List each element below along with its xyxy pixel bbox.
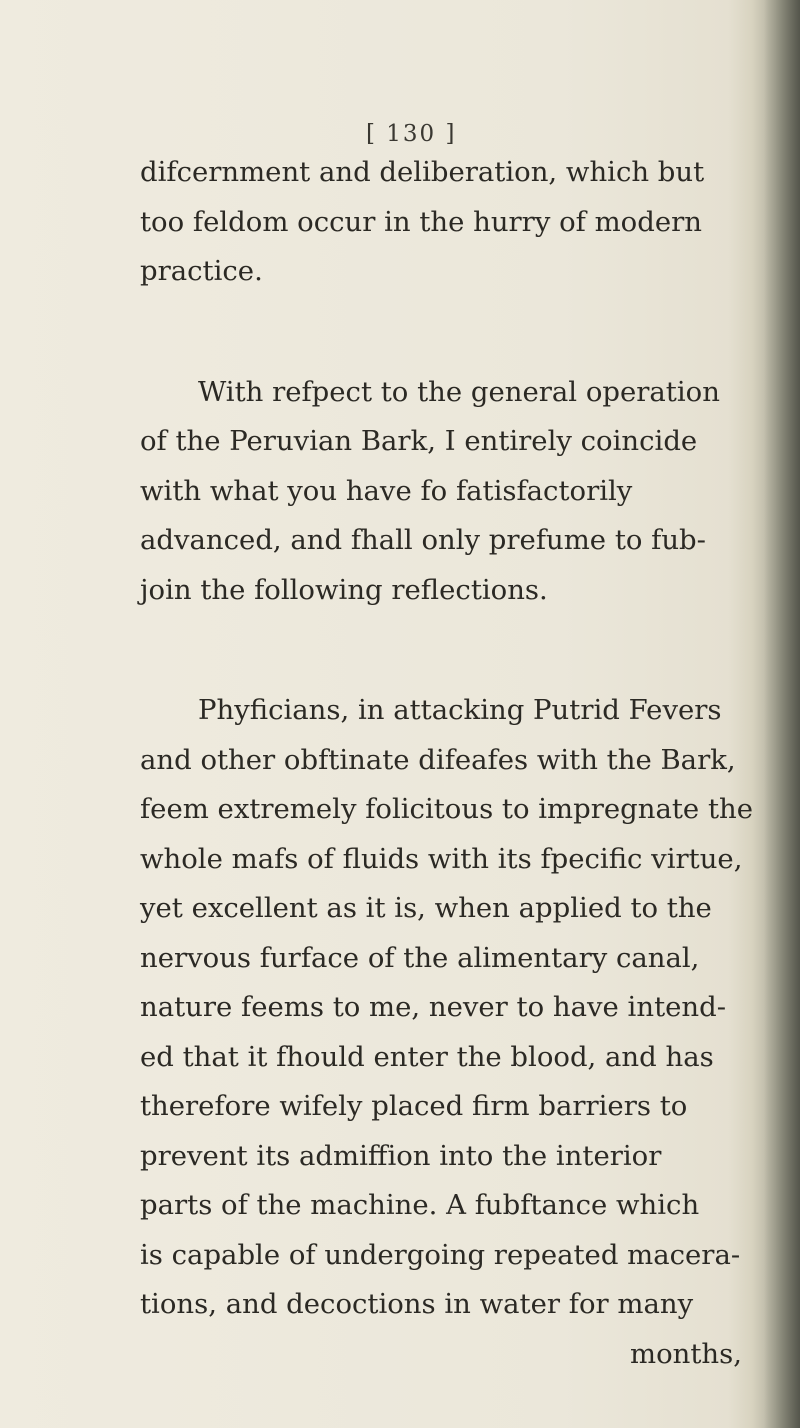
text-line: whole mafs of fluids with its fpecific virtue, (140, 843, 743, 875)
text-line: nature feems to me, never to have intend- (140, 991, 726, 1023)
text-line: feem extremely folicitous to impregnate the (140, 793, 753, 825)
page-edge-shadow (764, 0, 800, 1428)
text-line: difcernment and deliberation, which but (140, 156, 705, 188)
text-line: with what you have fo fatisfactorily (140, 475, 633, 507)
text-line: advanced, and fhall only prefume to fub- (140, 524, 706, 556)
text-line: is capable of undergoing repeated macera- (140, 1239, 741, 1271)
text-line: too feldom occur in the hurry of modern (140, 206, 702, 238)
text-line: and other obftinate difeafes with the Bark, (140, 744, 736, 776)
text-line: join the following reflections. (140, 574, 548, 606)
text-line: therefore wifely placed firm barriers to (140, 1090, 688, 1122)
text-line: tions, and decoctions in water for many (140, 1288, 694, 1320)
text-line: nervous furface of the alimentary canal, (140, 942, 700, 974)
text-line: With refpect to the general operation (198, 376, 720, 408)
text-line: Phyficians, in attacking Putrid Fevers (198, 694, 722, 726)
text-line: ed that it fhould enter the blood, and has (140, 1041, 714, 1073)
text-line: parts of the machine. A fubftance which (140, 1189, 700, 1221)
text-line: of the Peruvian Bark, I entirely coincide (140, 425, 698, 457)
text-line: yet excellent as it is, when applied to the (140, 892, 712, 924)
text-line: prevent its admiffion into the interior (140, 1140, 662, 1172)
text-line: practice. (140, 255, 263, 287)
page-number: [ 130 ] (366, 121, 457, 147)
text-line: months, (630, 1338, 742, 1370)
